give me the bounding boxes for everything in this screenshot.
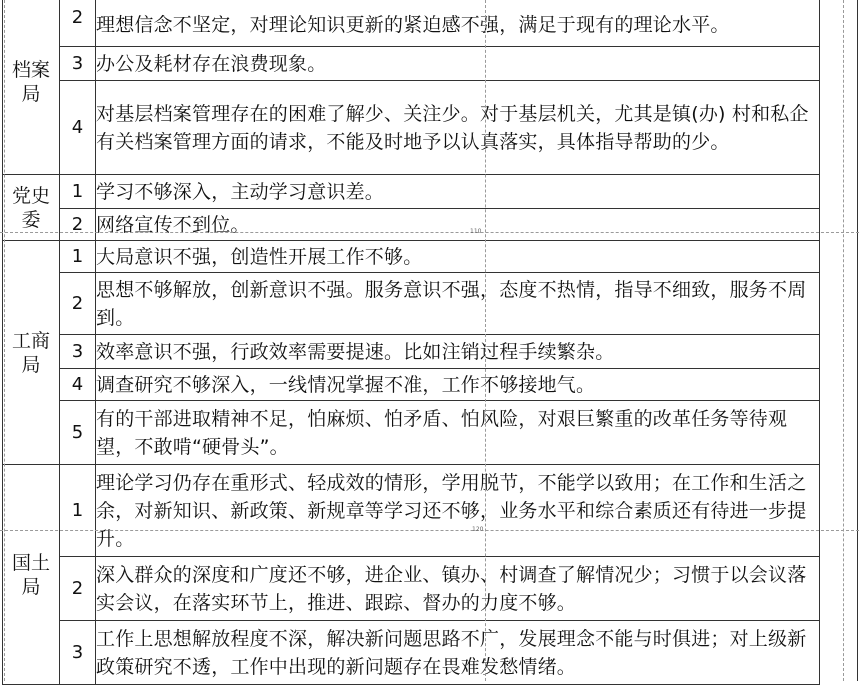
issue-text: 调查研究不够深入，一线情况掌握不准，工作不够接地气。: [96, 369, 820, 401]
table-row: [3, 175, 820, 209]
guide-line: [0, 232, 859, 233]
dept-cell-industry-commerce: [3, 241, 60, 465]
dept-name: 工商: [11, 329, 50, 352]
table-row: [3, 241, 820, 273]
row-number: 1: [60, 241, 96, 273]
row-number: 4: [60, 369, 96, 401]
table-row: [3, 557, 820, 621]
guide-line: [843, 0, 844, 681]
row-number: 1: [60, 465, 96, 557]
table-row: [3, 369, 820, 401]
issue-text: 有的干部进取精神不足，怕麻烦、怕矛盾、怕风险，对艰巨繁重的改革任务等待观望，不敢啃“硬骨头”。: [96, 401, 820, 465]
row-number: 3: [60, 47, 96, 81]
row-number: 2: [60, 209, 96, 241]
guide-line: [0, 530, 859, 531]
table-row: [3, 335, 820, 369]
issue-text: 效率意识不强，行政效率需要提速。比如注销过程手续繁杂。: [96, 335, 820, 369]
dept-name: 局: [21, 353, 41, 376]
table-row: [3, 273, 820, 335]
issue-text: 学习不够深入，主动学习意识差。: [96, 175, 820, 209]
table-row: [3, 209, 820, 241]
row-number: 5: [60, 401, 96, 465]
table-row: [3, 47, 820, 81]
table-row: [3, 401, 820, 465]
table-row: [3, 465, 820, 557]
row-number: 3: [60, 621, 96, 685]
row-number: 2: [60, 0, 96, 47]
issue-text: 理论学习仍存在重形式、轻成效的情形，学用脱节，不能学以致用；在工作和生活之余，对新知识、新政策、新规章等学习还不够，业务水平和综合素质还有待进一步提升。: [96, 465, 820, 557]
row-number: 1: [60, 175, 96, 209]
guide-line: [485, 0, 486, 681]
issue-text: 深入群众的深度和广度还不够，进企业、镇办、村调查了解情况少；习惯于以会议落实会议，在落实环节上，推进、跟踪、督办的力度不够。: [96, 557, 820, 621]
table-row: [3, 621, 820, 685]
row-number: 2: [60, 273, 96, 335]
row-number: 3: [60, 335, 96, 369]
row-number: 2: [60, 557, 96, 621]
dept-cell-party-history: [3, 175, 60, 241]
row-number: 4: [60, 81, 96, 175]
issue-text: 大局意识不强，创造性开展工作不够。: [96, 241, 820, 273]
guide-line: [4, 0, 5, 681]
dept-name: 委: [21, 208, 41, 231]
dept-cell-land-resources: [3, 465, 60, 685]
dept-cell-archives: [3, 0, 60, 175]
issues-table: [2, 0, 820, 685]
issue-text: 理想信念不坚定，对理论知识更新的紧迫感不强，满足于现有的理论水平。: [96, 0, 820, 47]
dept-name: 局: [21, 82, 41, 105]
issue-text: 办公及耗材存在浪费现象。: [96, 47, 820, 81]
dept-name: 档案: [11, 58, 50, 81]
table-row: [3, 0, 820, 47]
issue-text: 网络宣传不到位。: [96, 209, 820, 241]
dept-name: 局: [21, 575, 41, 598]
issue-text: 对基层档案管理存在的困难了解少、关注少。对于基层机关，尤其是镇(办) 村和私企有关档案管理方面的请求，不能及时地予以认真落实，具体指导帮助的少。: [96, 81, 820, 175]
dept-name: 国土: [11, 551, 50, 574]
ruler-mark: 110: [470, 228, 482, 235]
table-row: [3, 81, 820, 175]
issue-text: 思想不够解放，创新意识不强。服务意识不强，态度不热情，指导不细致，服务不周到。: [96, 273, 820, 335]
blank-right-column: [820, 0, 858, 681]
ruler-mark: 120: [472, 526, 484, 533]
issue-text: 工作上思想解放程度不深，解决新问题思路不广，发展理念不能与时俱进；对上级新政策研究不透，工作中出现的新问题存在畏难发愁情绪。: [96, 621, 820, 685]
dept-name: 党史: [11, 184, 50, 207]
